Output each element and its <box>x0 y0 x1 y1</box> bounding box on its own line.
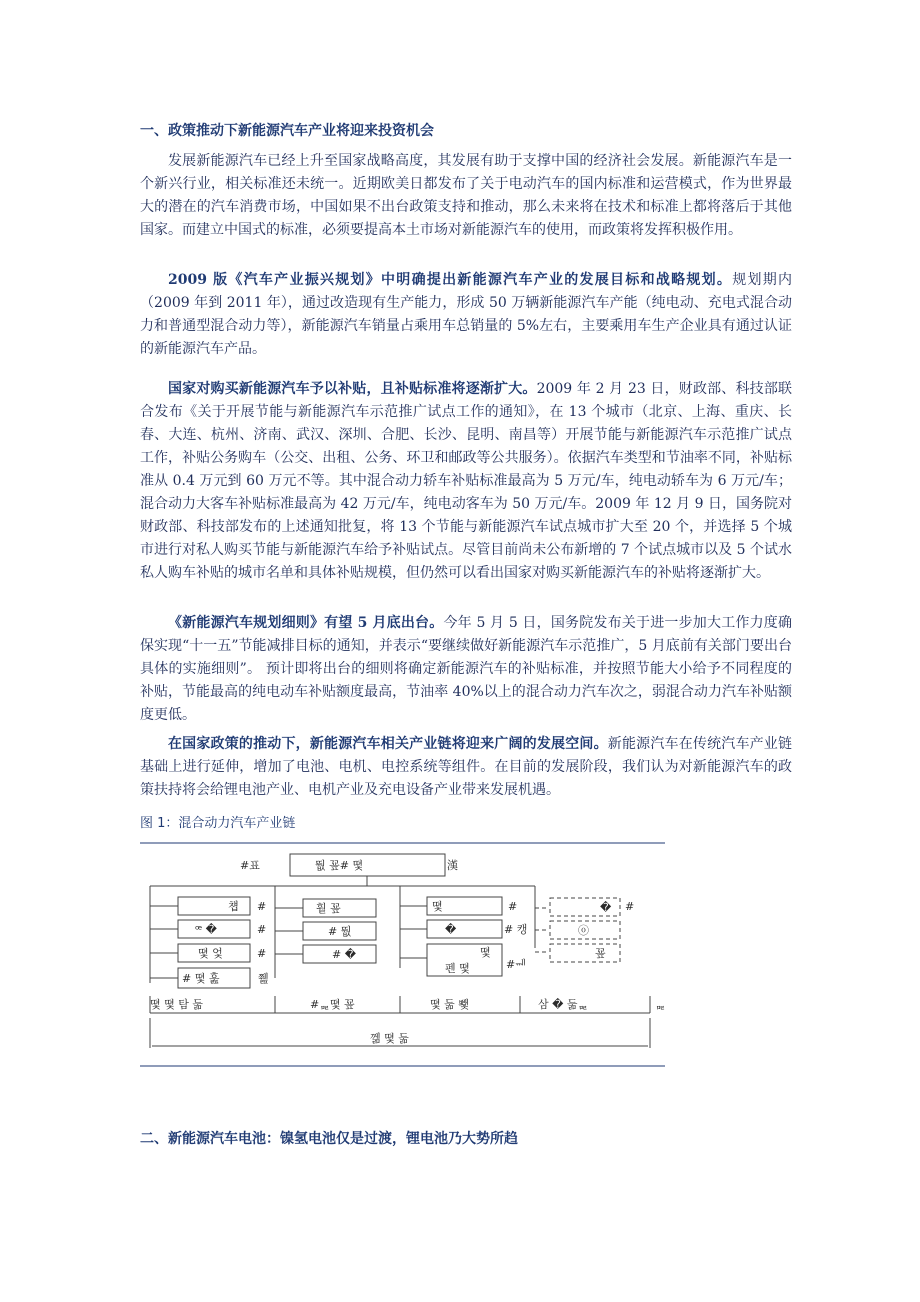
diagram-top-box <box>290 854 445 876</box>
paragraph-3-body: 2009 年 2 月 23 日，财政部、科技部联合发布《关于开展节能与新能源汽车示范推广试点工作的通知》，在 13 个城市（北京、上海、重庆、长春、大连、杭州、济南、武汉、深圳、合肥、长沙、昆明、南昌等）开展节能与新能源汽车示范推广试点工作，补贴公务购车（公交、出租、公务、环卫和邮政等公共服务）。依据汽车类型和节油率不同，补贴标准从 0.4 万元到 60 万元不等。其中混合动力轿车补贴标准最高为 5 万元/车，纯电动轿车为 6 万元/车；混合动力大客车补贴标准最高为 42 万元/车，纯电动客车为 50 万元/车。2009 年 12 月 9 日，国务院对财政部、科技部发布的上述通知批复，将 13 个节能与新能源汽车试点城市扩大至 20 个，并选择 5 个城市进行对私人购买节能与新能源汽车给予补贴试点。尽管目前尚未公布新增的 7 个试点城市以及 5 个试水私人购车补贴的城市名单和具体补贴规模，但仍然可以看出国家对购买新能源汽车的补贴将逐渐扩大。 <box>140 381 792 581</box>
section1-paragraph-1: 发展新能源汽车已经上升至国家战略高度，其发展有助于支撑中国的经济社会发展。新能源汽车是一个新兴行业，相关标准还未统一。近期欧美日都发布了关于电动汽车的国内标准和运营模式，作为世界最大的潜在的汽车消费市场，中国如果不出台政策支持和推动，那么未来将在技术和标准上都将落后于其他国家。而建立中国式的标准，必须要提高本土市场对新能源汽车的使用，而政策将发挥积极作用。 <box>140 153 792 238</box>
paragraph-2-body: 规划期内（2009 年到 2011 年），通过改造现有生产能力，形成 50 万辆新能源汽车产能（纯电动、充电式混合动力和普通型混合动力等），新能源汽车销量占乘用车总销量的 5%左右，主要乘用车生产企业具有通过认证的新能源汽车产品。 <box>140 272 793 357</box>
section1-heading: 一、政策推动下新能源汽车产业将迎来投资机会 <box>140 123 434 139</box>
diagram-dashed-box1-label: � <box>600 901 612 914</box>
diagram-col2-box2-label: # 뛊 <box>328 925 352 938</box>
paragraph-3-lead: 国家对购买新能源汽车予以补贴，且补贴标准将逐渐扩大。 <box>168 381 537 397</box>
diagram-dashed-box3 <box>550 944 620 962</box>
paragraph-4-lead: 《新能源汽车规划细则》有望 5 月底出台。 <box>168 615 444 631</box>
diagram-stage-4-label: 삼 � 둚ᇛ <box>538 998 589 1011</box>
diagram-col3-box2-mark: # 캥 <box>504 923 528 936</box>
section1-paragraph-4 <box>140 612 792 727</box>
paragraph-5-lead: 在国家政策的推动下，新能源汽车相关产业链将迎来广阔的发展空间。 <box>168 736 608 752</box>
diagram-col1-box2-mark: # <box>257 923 267 936</box>
diagram-col1-box4-label: # 뗯 훒 <box>182 972 220 985</box>
diagram-col3-box1-mark: # <box>508 900 518 913</box>
section1-paragraph-3 <box>140 378 792 585</box>
diagram-col1-box2-label: ꟹ � <box>195 923 217 936</box>
diagram-dashed-box3-label: 꾶 <box>595 947 606 960</box>
diagram-top-right-label: 漢 <box>447 859 458 872</box>
diagram-stage-end-label: ᇛ <box>655 998 666 1011</box>
diagram-stage-3-label: 뗯 둚 뾏 <box>430 998 469 1011</box>
diagram-col3-box3-mark: #ᆐ <box>506 958 526 971</box>
diagram-col3-box1-label: 뗯 <box>432 900 443 913</box>
section1-paragraph-2 <box>140 269 792 361</box>
diagram-dashed-box1-mark: # <box>625 900 635 913</box>
diagram-stage-1-label: 뗯 뗯 탐 둚 <box>150 998 203 1011</box>
paragraph-5-body: 新能源汽车在传统汽车产业链基础上进行延伸，增加了电池、电机、电控系统等组件。在目前的发展阶段，我们认为对新能源汽车的政策扶持将会给锂电池产业、电机产业及充电设备产业带来发展机遇。 <box>140 736 792 798</box>
diagram-col2-box1-label: 훹 꾶 <box>316 902 341 915</box>
diagram-col1-box1-label: 첍 <box>228 900 239 913</box>
industry-chain-diagram <box>140 838 670 1068</box>
diagram-col3-box2-label: � <box>445 923 457 936</box>
diagram-col3-box3-label-bottom: 펜 뗯 <box>445 962 470 975</box>
paragraph-4-body: 今年 5 月 5 日，国务院发布关于进一步加大工作力度确保实现“十一五”节能减排目标的通知，并表示“要继续做好新能源汽车示范推广，5 月底前有关部门要出台具体的实施细则”。 预计即将出台的细则将确定新能源汽车的补贴标准，并按照节能大小给予不同程度的补贴，节能最高的纯电动车补贴额度最高，节油率 40%以上的混合动力汽车次之，弱混合动力汽车补贴额度更低。 <box>140 615 792 723</box>
diagram-col1-box1 <box>178 897 250 915</box>
section1-paragraph-5 <box>140 733 792 802</box>
section2-heading: 二、新能源汽车电池：镍氢电池仅是过渡，锂电池乃大势所趋 <box>140 1131 518 1147</box>
diagram-overall-label: 껢 뗯 둚 <box>370 1032 409 1045</box>
diagram-col3-box2 <box>427 920 502 938</box>
diagram-col2-box3-label: # � <box>332 948 356 961</box>
diagram-col1-box1-mark: # <box>257 900 267 913</box>
paragraph-2-lead: 2009 版《汽车产业振兴规划》中明确提出新能源汽车产业的发展目标和战略规划。 <box>168 272 733 288</box>
diagram-col3-box3-label-top: 뗯 <box>480 946 491 959</box>
diagram-dashed-box2-label: ⓞ <box>578 924 589 937</box>
diagram-top-box-label: 뛊 꾶# 뗯 <box>315 859 364 872</box>
diagram-top-left-label: #표 <box>240 859 260 872</box>
diagram-col1-box3-mark: # <box>257 947 267 960</box>
figure-1-caption: 图 1：混合动力汽车产业链 <box>140 816 296 831</box>
diagram-stage-2-label: #ᇛ뗯 꾶 <box>310 998 355 1011</box>
diagram-col1-box3-label: 뗯 엋 <box>198 947 223 960</box>
diagram-col1-box4-mark: 쮎 <box>258 972 269 985</box>
